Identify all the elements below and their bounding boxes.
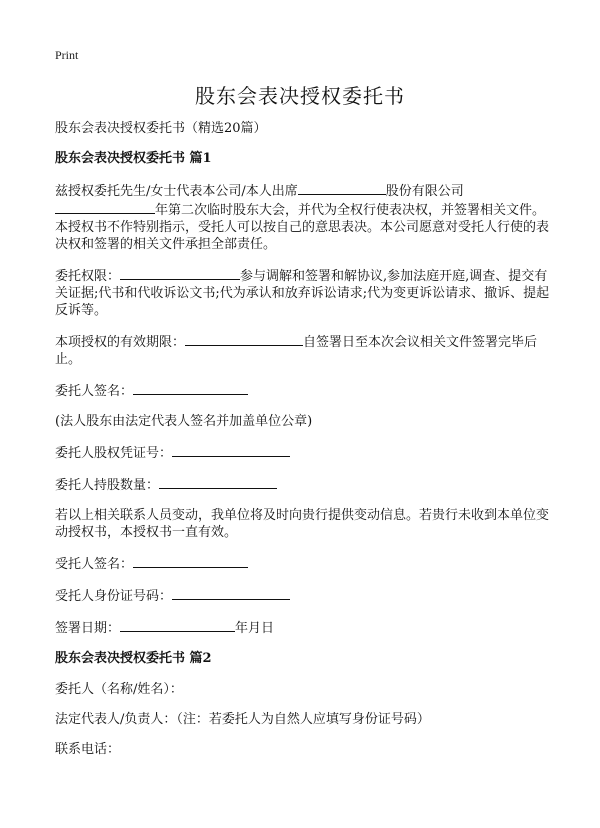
para1-text-b: 股份有限公司 [385,184,464,199]
para1-text-c: 年第二次临时股东大会，并代为全权行使表决权，并签署相关文件。本授权书不作特别指示，受托人可以按自己的意思表决。本公司愿意对受托人行使的表决权和签署的相关文件承担全部责任。 [55,203,550,252]
blank-company [298,181,386,195]
trustee-id-label: 受托人身份证号码： [55,589,173,604]
legal-rep-line [55,711,550,728]
trustee-signature-line [55,554,550,573]
blank-principal-signature [133,381,248,395]
section1-paragraph-1 [55,181,550,253]
blank-validity [185,332,303,346]
sign-date-label: 签署日期： [55,621,121,636]
share-certificate-label: 委托人股权凭证号： [55,446,173,461]
share-certificate-line [55,443,550,462]
principal-signature-line [55,381,550,400]
trustee-id-line [55,586,550,605]
section1-paragraph-3 [55,332,550,368]
para3-text-a: 本项授权的有效期限： [55,335,186,350]
legal-rep-note: （注：若委托人为自然人应填写身份证号码） [176,712,430,727]
blank-trustee-signature [133,554,248,568]
sign-date-suffix: 年月日 [235,621,275,636]
legal-person-note: (法人股东由法定代表人签名并加盖单位公章) [55,414,313,429]
section1-paragraph-2 [55,266,550,319]
para1-text-a: 兹授权委托先生/女士代表本公司/本人出席 [55,184,298,199]
blank-trustee-id [172,586,290,600]
legal-rep-label: 法定代表人/负责人： [55,712,177,727]
principal-signature-label: 委托人签名： [55,384,134,399]
trustee-signature-label: 受托人签名： [55,557,134,572]
shares-held-line [55,475,550,494]
blank-authority [120,266,240,280]
blank-year [55,200,155,214]
para3-text-b: 自签署日至本次会议相关文件签署完毕后止。 [55,335,538,367]
para2-text-a: 委托权限： [55,269,121,284]
section1-paragraph-4: 若以上相关联系人员变动，我单位将及时向贵行提供变动信息。若贵行未收到本单位变动授权书，本授权书一直有效。 [55,508,550,540]
para2-text-b: 参与调解和签署和解协议,参加法庭开庭,调查、提交有关证据;代书和代收诉讼文书;代为承认和放弃诉讼请求;代为变更诉讼请求、撤诉、提起反诉等。 [55,269,550,318]
blank-sign-date [120,618,235,632]
shares-held-label: 委托人持股数量： [55,478,160,493]
document-body [55,120,550,771]
principal-name-line: 委托人（名称/姓名）： [55,682,183,697]
sign-date-line [55,618,550,637]
document-subtitle: 股东会表决授权委托书（精选20篇） [55,121,267,136]
section1-heading: 股东会表决授权委托书 篇1 [55,151,212,166]
blank-shares-held [159,475,277,489]
section2-heading: 股东会表决授权委托书 篇2 [55,651,212,666]
phone-line: 联系电话： [55,742,121,757]
page-title: 股东会表决授权委托书 [195,84,405,108]
print-link[interactable]: Print [55,48,79,62]
blank-share-certificate [172,443,290,457]
